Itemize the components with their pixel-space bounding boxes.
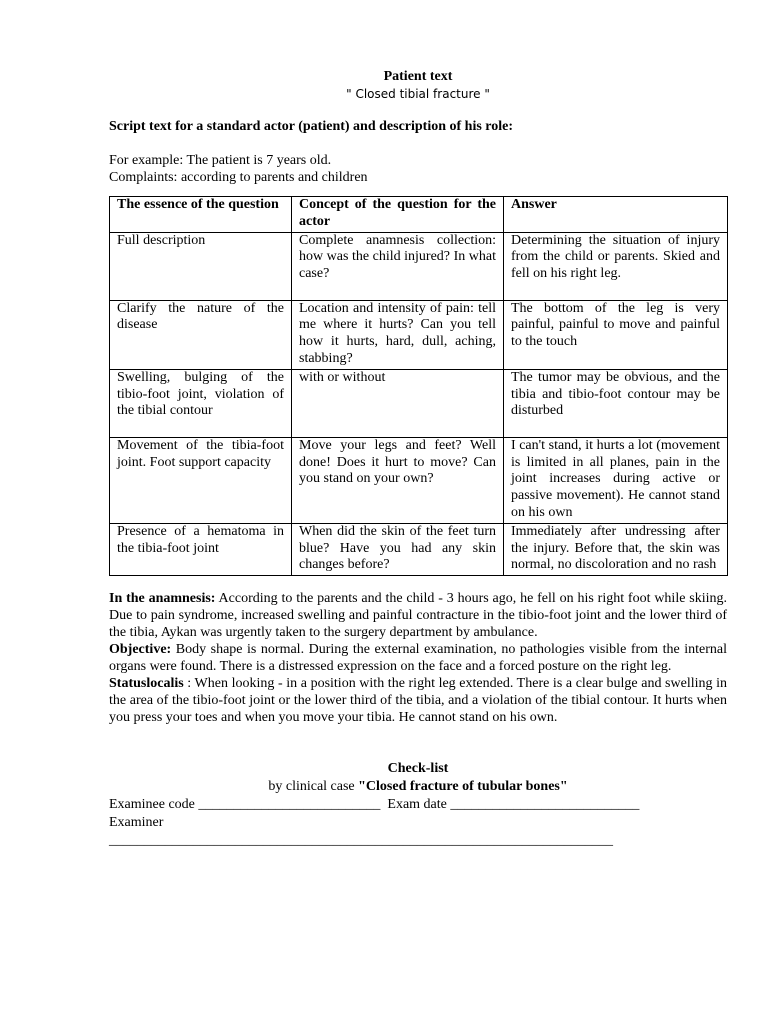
header-answer: Answer — [504, 197, 728, 233]
checklist-title: Check-list — [387, 761, 449, 777]
table-header-row — [110, 197, 728, 233]
case-narrative — [109, 590, 727, 726]
example-block — [109, 152, 727, 186]
page-subtitle: " Closed tibial fracture " — [346, 87, 490, 101]
cell-essence: Presence of a hematoma in the tibia-foot joint — [110, 523, 292, 575]
cell-answer: The tumor may be obvious, and the tibia and tibio-foot contour may be disturbed — [504, 369, 728, 437]
examiner-label: Examiner — [109, 815, 164, 831]
cell-essence: Swelling, bulging of the tibio-foot joint, violation of the tibial contour — [110, 369, 292, 437]
checklist-subtitle — [109, 778, 727, 796]
cell-concept: Move your legs and feet? Well done! Does it hurt to move? Can you stand on your own? — [292, 437, 504, 523]
cell-essence: Clarify the nature of the disease — [110, 300, 292, 369]
anamnesis-paragraph — [109, 590, 727, 641]
cell-answer: Determining the situation of injury from the child or parents. Skied and fell on his right leg. — [504, 232, 728, 300]
example-age-line: For example: The patient is 7 years old. — [109, 153, 332, 168]
checklist-section — [109, 760, 727, 850]
status-paragraph — [109, 675, 727, 726]
objective-paragraph — [109, 641, 727, 675]
table-row — [110, 523, 728, 575]
example-complaints-line: Complaints: according to parents and children — [109, 170, 368, 185]
checklist-case-name: "Closed fracture of tubular bones" — [358, 779, 568, 795]
examiner-line: ________________________________________________________________________ — [109, 833, 613, 849]
table-row — [110, 300, 728, 369]
cell-essence: Full description — [110, 232, 292, 300]
script-table — [109, 196, 728, 576]
document-page — [109, 68, 727, 850]
cell-concept: When did the skin of the feet turn blue? Have you had any skin changes before? — [292, 523, 504, 575]
header-concept: Concept of the question for the actor — [292, 197, 504, 233]
script-heading: Script text for a standard actor (patient) and description of his role: — [109, 119, 514, 134]
anamnesis-label: In the anamnesis: — [109, 591, 216, 607]
cell-answer: I can't stand, it hurts a lot (movement is limited in all planes, pain in the joint increases during active or passive movement). He cannot stand on his own — [504, 437, 728, 523]
cell-concept: Location and intensity of pain: tell me where it hurts? Can you tell how it hurts, hard, dull, aching, stabbing? — [292, 300, 504, 369]
table-row — [110, 437, 728, 523]
table-row — [110, 369, 728, 437]
status-label: Statuslocalis — [109, 676, 184, 692]
cell-concept: with or without — [292, 369, 504, 437]
page-title: Patient text — [383, 69, 453, 84]
examinee-line: Examinee code __________________________ Exam date ___________________________ — [109, 797, 640, 813]
table-row — [110, 232, 728, 300]
status-text: : When looking - in a position with the right leg extended. There is a clear bulge and swelling in the area of the tibio-foot joint or the lower third of the tibia, and a violation of the tibial contour. It hurts when you press your toes and when you move your tibia. He cannot stand on his own. — [109, 676, 727, 726]
cell-answer: Immediately after undressing after the injury. Before that, the skin was normal, no discoloration and no rash — [504, 523, 728, 575]
cell-answer: The bottom of the leg is very painful, painful to move and painful to the touch — [504, 300, 728, 369]
objective-label: Objective: — [109, 642, 172, 658]
anamnesis-text: According to the parents and the child - 3 hours ago, he fell on his right foot while skiing. Due to pain syndrome, increased swelling and painful contracture in the tibio-foot joint and the lower third of the tibia, Aykan was urgently taken to the surgery department by ambulance. — [109, 591, 727, 641]
cell-essence: Movement of the tibia-foot joint. Foot support capacity — [110, 437, 292, 523]
checklist-subtitle-prefix: by clinical case — [268, 779, 359, 795]
cell-concept: Complete anamnesis collection: how was the child injured? In what case? — [292, 232, 504, 300]
header-essence: The essence of the question — [110, 197, 292, 233]
objective-text: Body shape is normal. During the external examination, no pathologies visible from the internal organs were found. There is a distressed expression on the face and a forced posture on the right leg. — [109, 642, 727, 675]
